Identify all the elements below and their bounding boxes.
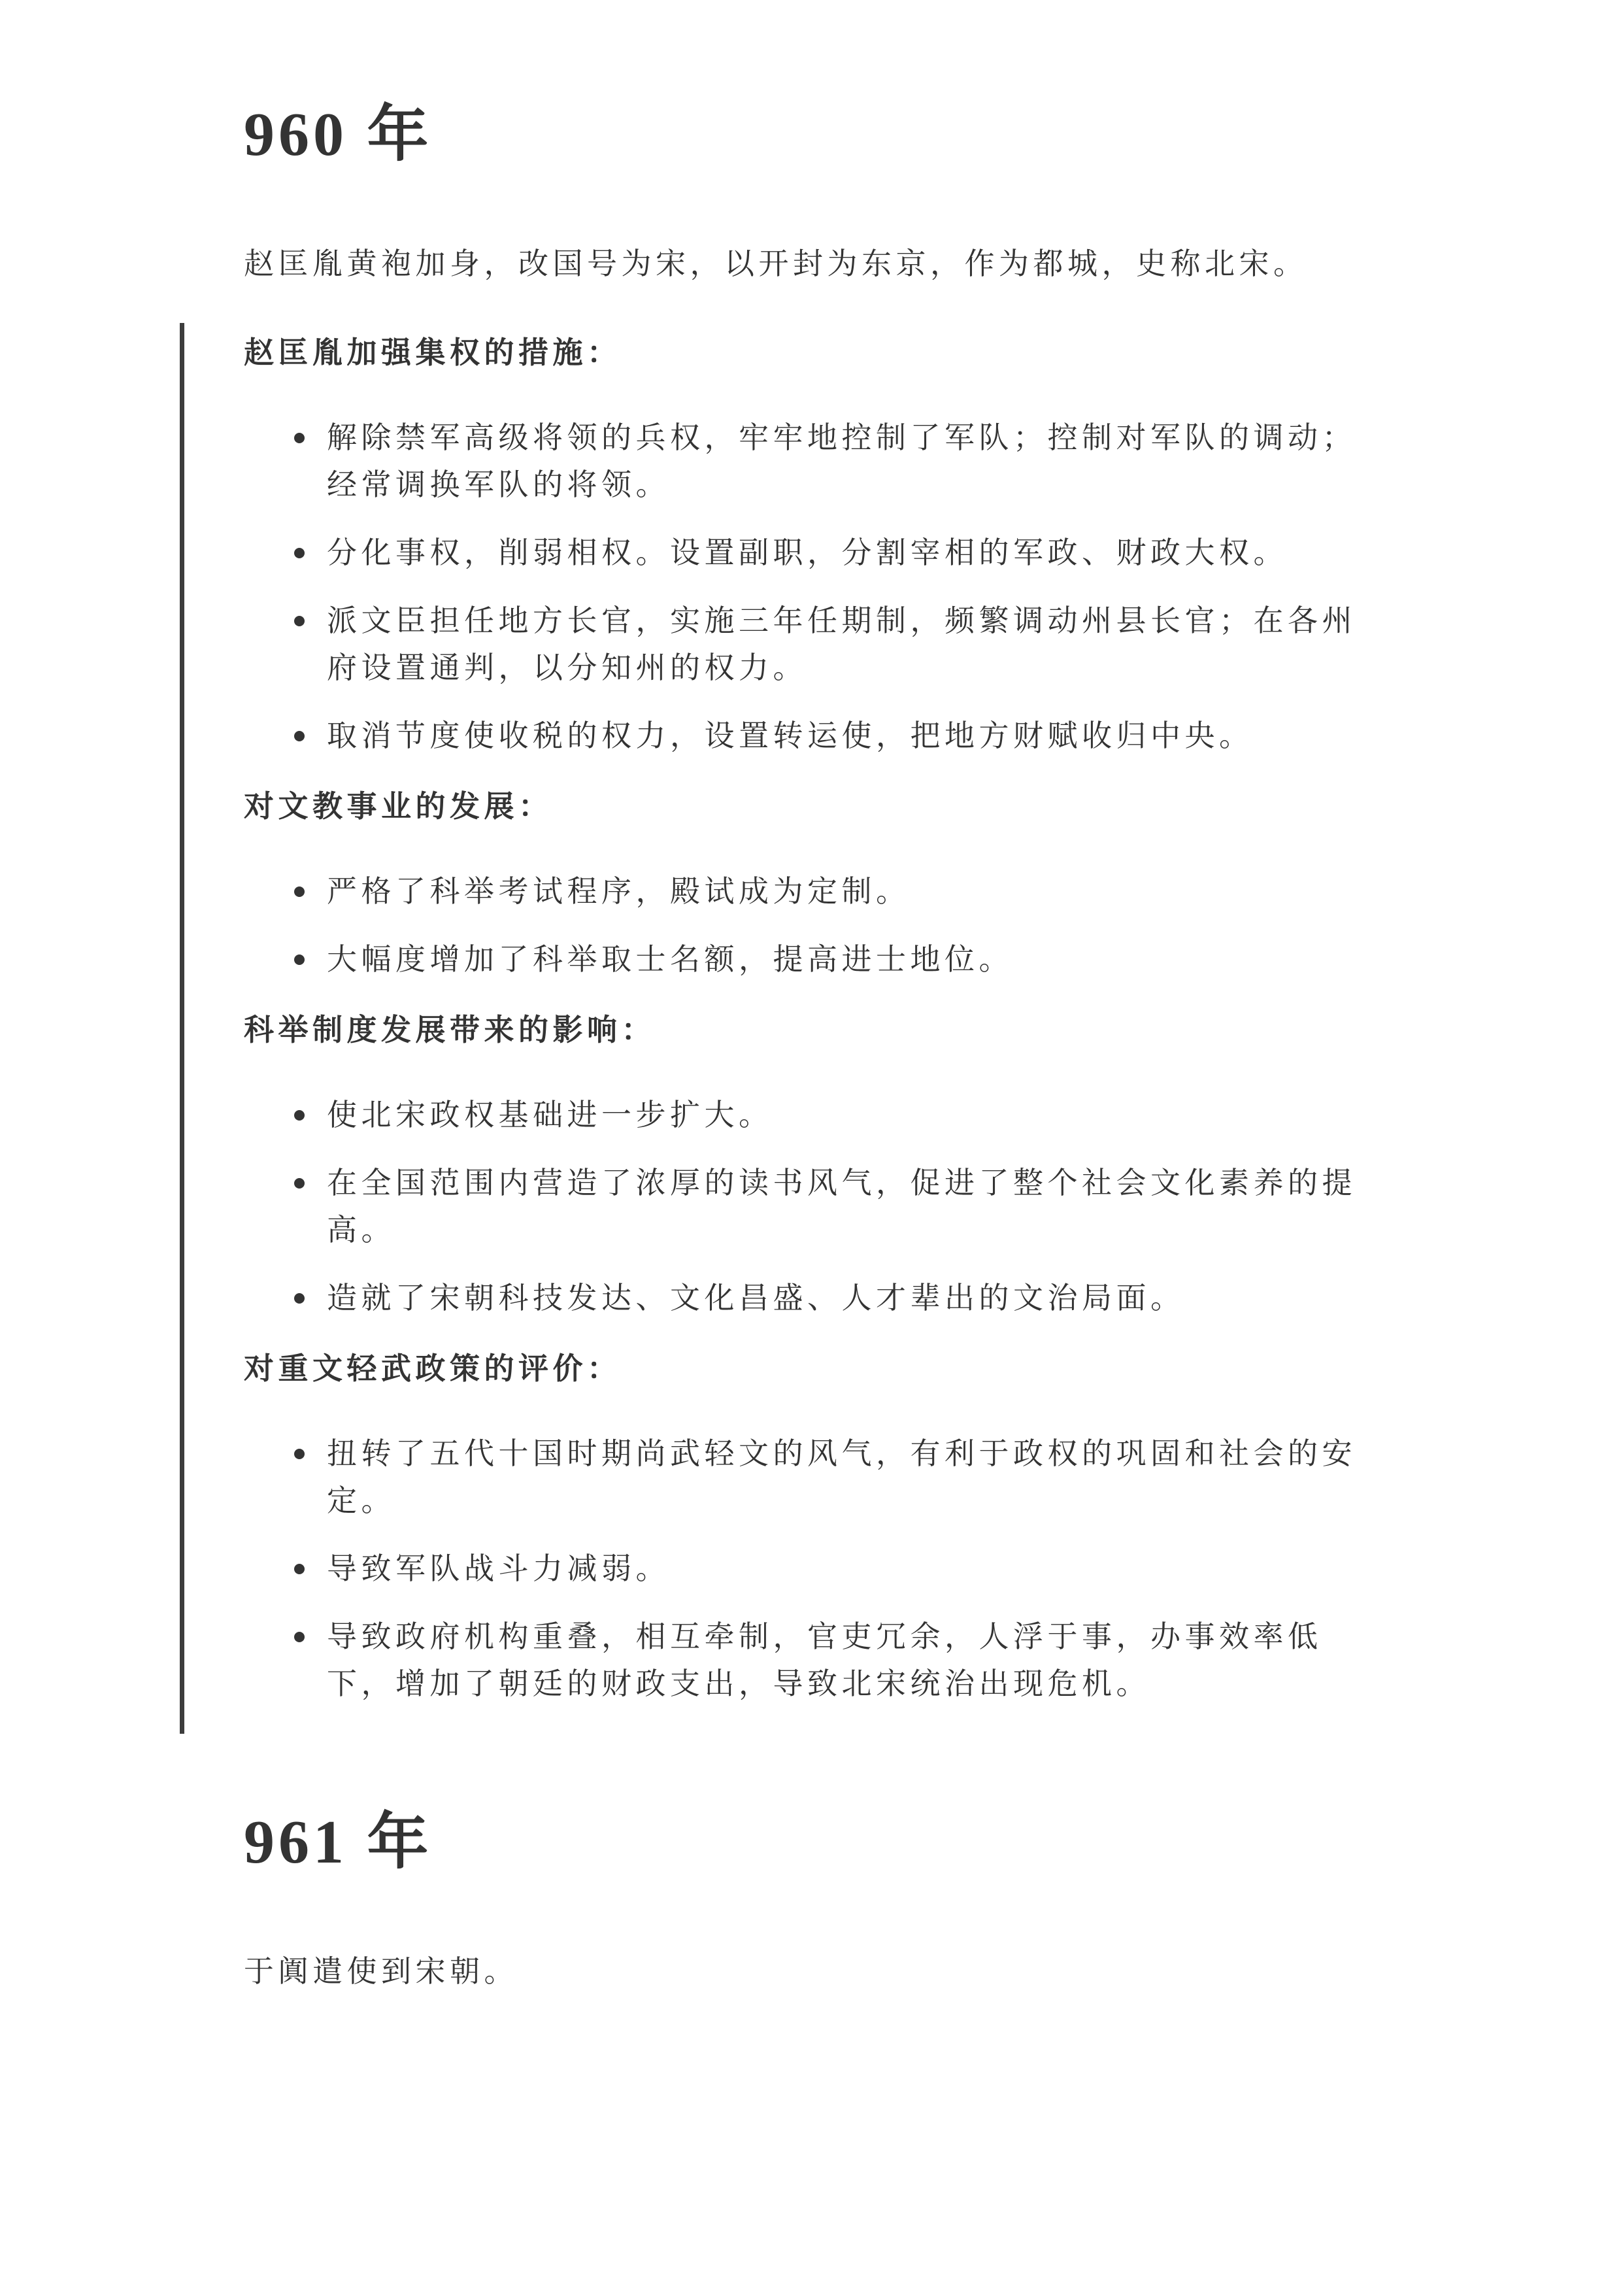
note-item (327, 598, 1360, 692)
note-list (244, 1430, 1360, 1708)
year-heading-960: 960 年 (244, 101, 433, 169)
note-item (327, 1092, 1360, 1139)
bullet-icon (294, 1178, 305, 1189)
note-item-text: 在全国范围内营造了浓厚的读书风气，促进了整个社会文化素养的提高。 (327, 1166, 1356, 1247)
note-item-text: 扭转了五代十国时期尚武轻文的风气，有利于政权的巩固和社会的安定。 (327, 1437, 1356, 1517)
note-item (327, 1275, 1360, 1322)
note-item-text: 严格了科举考试程序，殿试成为定制。 (327, 875, 911, 908)
closing-paragraph: 于阗遣使到宋朝。 (244, 1955, 518, 1988)
note-list (244, 414, 1360, 760)
note-item-text: 导致政府机构重叠，相互牵制，官吏冗余，人浮于事，办事效率低下，增加了朝廷的财政支出，导致北宋统治出现危机。 (327, 1620, 1322, 1700)
bullet-icon (294, 548, 305, 558)
note-group-title: 对文教事业的发展： (244, 790, 553, 823)
note-item-text: 解除禁军高级将领的兵权，牢牢地控制了军队；控制对军队的调动；经常调换军队的将领。 (327, 421, 1356, 501)
note-list (244, 868, 1360, 983)
note-item (327, 1160, 1360, 1254)
bullet-icon (294, 1564, 305, 1574)
bullet-icon (294, 886, 305, 897)
note-item-text: 大幅度增加了科举取士名额，提高进士地位。 (327, 943, 1013, 976)
note-item (327, 414, 1360, 509)
note-group-title: 科举制度发展带来的影响： (244, 1013, 656, 1047)
note-item (327, 868, 1360, 915)
note-item-text: 分化事权，削弱相权。设置副职，分割宰相的军政、财政大权。 (327, 536, 1288, 569)
note-item-text: 派文臣担任地方长官，实施三年任期制，频繁调动州县长官；在各州府设置通判，以分知州的权力。 (327, 604, 1356, 684)
note-item-text: 取消节度使收税的权力，设置转运使，把地方财赋收归中央。 (327, 719, 1254, 752)
bullet-icon (294, 954, 305, 965)
bullet-icon (294, 1110, 305, 1121)
note-item (327, 530, 1360, 577)
note-item-text: 导致军队战斗力减弱。 (327, 1552, 670, 1585)
note-group-title: 对重文轻武政策的评价： (244, 1352, 622, 1385)
note-item (327, 936, 1360, 983)
note-group-title: 赵匡胤加强集权的措施： (244, 336, 622, 369)
note-item (327, 1613, 1360, 1708)
note-item (327, 1430, 1360, 1525)
note-item-text: 造就了宋朝科技发达、文化昌盛、人才辈出的文治局面。 (327, 1281, 1185, 1315)
note-item (327, 713, 1360, 760)
bullet-icon (294, 1449, 305, 1459)
bullet-icon (294, 616, 305, 626)
note-list (244, 1092, 1360, 1322)
note-item (327, 1545, 1360, 1593)
bullet-icon (294, 1293, 305, 1304)
note-item-text: 使北宋政权基础进一步扩大。 (327, 1098, 773, 1132)
bullet-icon (294, 433, 305, 443)
intro-paragraph: 赵匡胤黄袍加身，改国号为宋，以开封为东京，作为都城，史称北宋。 (244, 247, 1308, 280)
year-heading-961: 961 年 (244, 1808, 433, 1876)
bullet-icon (294, 1632, 305, 1642)
notes-blockquote (180, 323, 1360, 1734)
bullet-icon (294, 731, 305, 741)
